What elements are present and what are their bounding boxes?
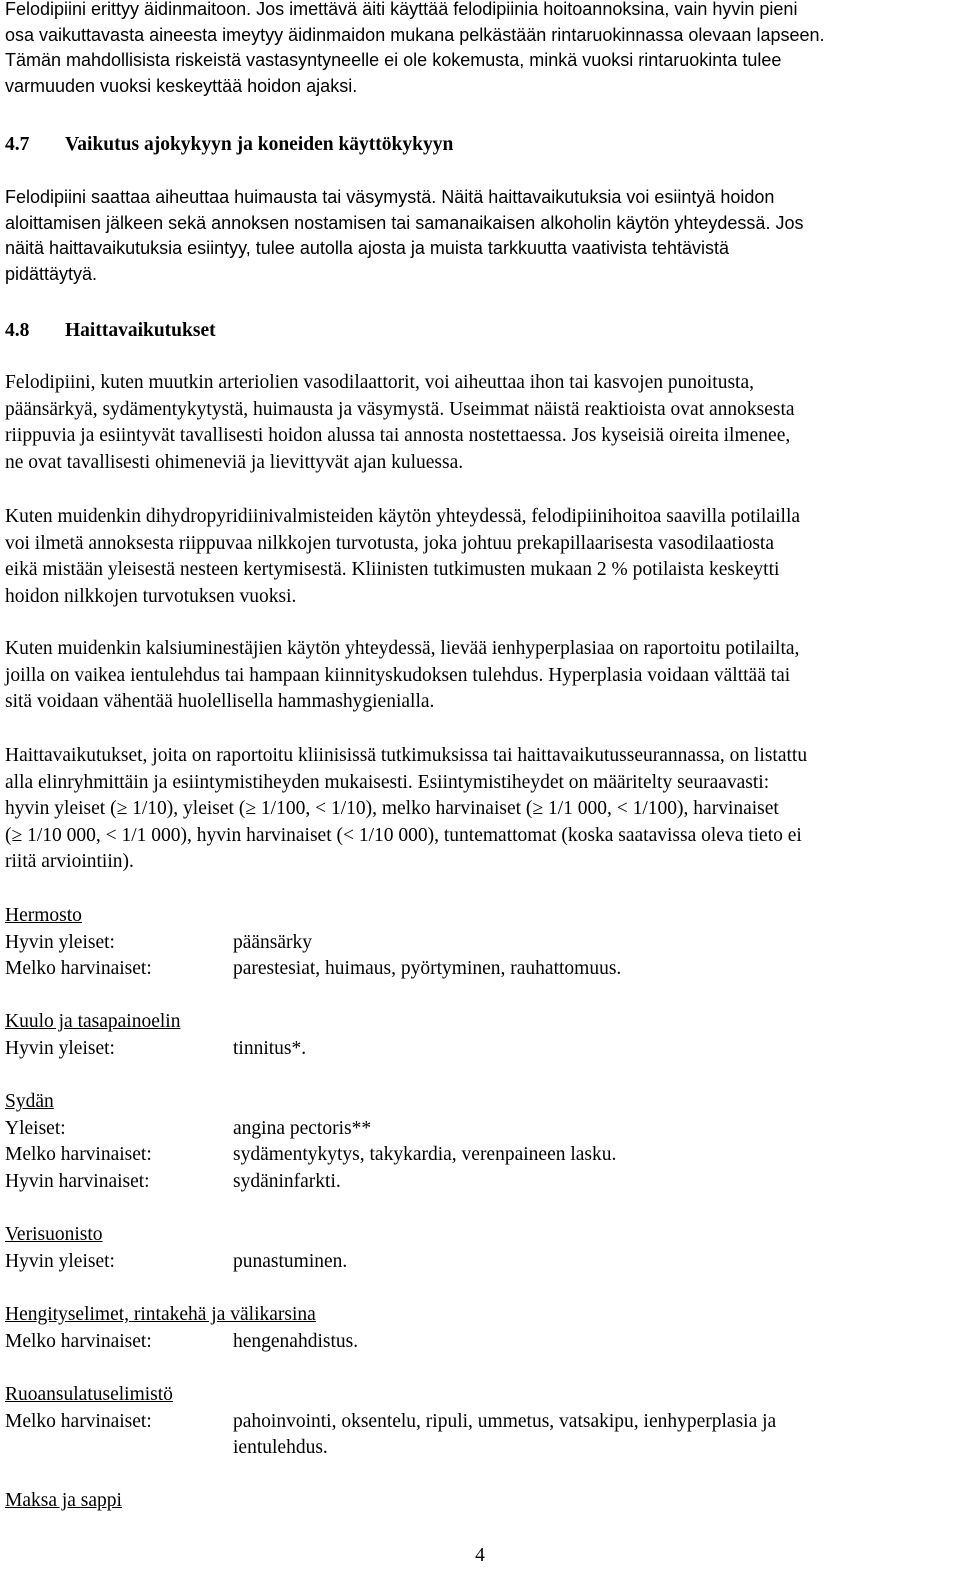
section-4-7-paragraph — [5, 185, 803, 287]
text-line: riitä arviointiin). — [5, 851, 134, 872]
text-line: Kuten muidenkin dihydropyridiinivalmisteiden käytön yhteydessä, felodipiinihoitoa saavilla potilailla — [5, 506, 801, 527]
text-line: Tämän mahdollisista riskeistä vastasyntyneelle ei ole kokemusta, minkä vuoksi rintaruokinta tulee — [5, 50, 782, 70]
organ-group-ruoansulatus — [5, 1382, 955, 1462]
text-line: päänsärkyä, sydämentykytystä, huimausta ja väsymystä. Useimmat näistä reaktioista ovat annoksesta — [5, 398, 795, 420]
organ-title: Verisuonisto — [5, 1224, 103, 1245]
frequency-label: Yleiset: — [5, 1117, 66, 1139]
frequency-row — [5, 1169, 955, 1196]
text-line: varmuuden vuoksi keskeyttää hoidon ajaksi. — [5, 75, 358, 96]
organ-group-sydan — [5, 1089, 955, 1195]
paragraph-1 — [5, 370, 795, 476]
organ-group-hermosto — [5, 903, 955, 983]
section-title: Haittavaikutukset — [65, 320, 216, 341]
organ-group-verisuonisto — [5, 1222, 955, 1275]
frequency-label: Melko harvinaiset: — [5, 1144, 152, 1165]
effect-value: punastuminen. — [233, 1250, 348, 1272]
section-number: 4.8 — [5, 320, 30, 341]
text-line: ne ovat tavallisesti ohimeneviä ja lievittyvät ajan kuluessa. — [5, 451, 464, 473]
frequency-label: Melko harvinaiset: — [5, 958, 152, 979]
text-line: Felodipiini saattaa aiheuttaa huimausta tai väsymystä. Näitä haittavaikutuksia voi esiintyä hoidon — [5, 187, 775, 207]
effect-value: parestesiat, huimaus, pyörtyminen, rauhattomuus. — [233, 958, 622, 979]
text-line: Felodipiini erittyy äidinmaitoon. Jos imettävä äiti käyttää felodipiinia hoitoannoksina, vain hyvin pieni — [5, 0, 798, 19]
text-line: (≥ 1/10 000, < 1/1 000), hyvin harvinaiset (< 1/10 000), tuntemattomat (koska saatavissa oleva tieto ei — [5, 824, 802, 846]
paragraph-2 — [5, 504, 800, 610]
text-line: Haittavaikutukset, joita on raportoitu kliinisissä tutkimuksissa tai haittavaikutusseurannassa, on listattu — [5, 745, 808, 766]
text-line: voi ilmetä annoksesta riippuvaa nilkkojen turvotusta, joka johtuu prekapillaarisesta vasodilaatiosta — [5, 532, 774, 554]
intro-paragraph — [5, 0, 825, 99]
frequency-label: Melko harvinaiset: — [5, 1330, 152, 1352]
text-line: Felodipiini, kuten muutkin arteriolien vasodilaattorit, voi aiheuttaa ihon tai kasvojen punoitusta, — [5, 372, 754, 393]
organ-title: Sydän — [5, 1091, 54, 1112]
text-line: sitä voidaan vähentää huolellisella hammashygienialla. — [5, 691, 435, 712]
frequency-row — [5, 1409, 955, 1462]
frequency-row — [5, 1116, 955, 1143]
effect-value: sydämentykytys, takykardia, verenpaineen lasku. — [233, 1144, 617, 1165]
section-title: Vaikutus ajokykyyn ja koneiden käyttökykyyn — [65, 134, 454, 155]
text-line: pidättäytyä. — [5, 263, 98, 284]
effect-value-line: ientulehdus. — [233, 1437, 328, 1458]
text-line: joilla on vaikea ientulehdus tai hampaan kiinnityskudoksen tulehdus. Hyperplasia voidaan välttää tai — [5, 664, 791, 686]
text-line: hyvin yleiset (≥ 1/10), yleiset (≥ 1/100, < 1/10), melko harvinaiset (≥ 1/1 000, < 1/100), harvinaiset — [5, 798, 779, 819]
effect-value-line: pahoinvointi, oksentelu, ripuli, ummetus, vatsakipu, ienhyperplasia ja — [233, 1410, 777, 1432]
frequency-label: Hyvin yleiset: — [5, 931, 115, 953]
frequency-label: Hyvin yleiset: — [5, 1250, 115, 1272]
effect-value: päänsärky — [233, 931, 313, 953]
organ-group-kuulo — [5, 1009, 955, 1062]
organ-title: Ruoansulatuselimistö — [5, 1384, 173, 1405]
frequency-row — [5, 1142, 955, 1169]
frequency-row — [5, 1329, 955, 1356]
organ-group-maksa — [5, 1488, 955, 1515]
frequency-label: Melko harvinaiset: — [5, 1410, 152, 1432]
text-line: osa vaikuttavasta aineesta imeytyy äidinmaidon mukana pelkästään rintaruokinnassa olevaan lapseen. — [5, 24, 825, 45]
section-heading-4-8 — [5, 318, 216, 345]
section-heading-4-7 — [5, 132, 453, 159]
text-line: näitä haittavaikutuksia esiintyy, tulee autolla ajosta ja muista tarkkuutta vaativista tehtävistä — [5, 238, 730, 258]
text-line: aloittamisen jälkeen sekä annoksen nostamisen tai samanaikaisen alkoholin käytön yhteydessä. Jos — [5, 212, 804, 233]
text-line: Kuten muidenkin kalsiuminestäjien käytön yhteydessä, lievää ienhyperplasiaa on raportoitu potilailta, — [5, 638, 800, 659]
organ-title: Hermosto — [5, 905, 82, 926]
frequency-label: Hyvin yleiset: — [5, 1037, 115, 1059]
organ-title: Maksa ja sappi — [5, 1490, 122, 1511]
frequency-row — [5, 956, 955, 983]
text-line: alla elinryhmittäin ja esiintymistiheyden mukaisesti. Esiintymistiheydet on määritelty seuraavasti: — [5, 771, 770, 793]
frequency-row — [5, 930, 955, 957]
effect-value: angina pectoris** — [233, 1117, 372, 1139]
organ-title: Kuulo ja tasapainoelin — [5, 1011, 181, 1032]
section-number: 4.7 — [5, 134, 30, 155]
frequency-row — [5, 1249, 955, 1276]
text-line: eikä mistään yleisestä nesteen kertymisestä. Kliinisten tutkimusten mukaan 2 % potilaista keskeytti — [5, 559, 780, 580]
text-line: hoidon nilkkojen turvotuksen vuoksi. — [5, 585, 297, 607]
text-line: riippuvia ja esiintyvät tavallisesti hoidon alussa tai annosta nostettaessa. Jos kyseisiä oireita ilmenee, — [5, 425, 791, 446]
paragraph-4 — [5, 743, 807, 876]
paragraph-3 — [5, 636, 799, 716]
effect-value — [233, 1409, 955, 1462]
frequency-row — [5, 1036, 955, 1063]
effect-value: sydäninfarkti. — [233, 1170, 341, 1192]
organ-group-hengityselimet — [5, 1302, 955, 1355]
effect-value: hengenahdistus. — [233, 1330, 359, 1352]
effect-value: tinnitus*. — [233, 1037, 307, 1059]
organ-title: Hengityselimet, rintakehä ja välikarsina — [5, 1304, 316, 1325]
page-number: 4 — [475, 1545, 485, 1566]
frequency-label: Hyvin harvinaiset: — [5, 1170, 150, 1192]
